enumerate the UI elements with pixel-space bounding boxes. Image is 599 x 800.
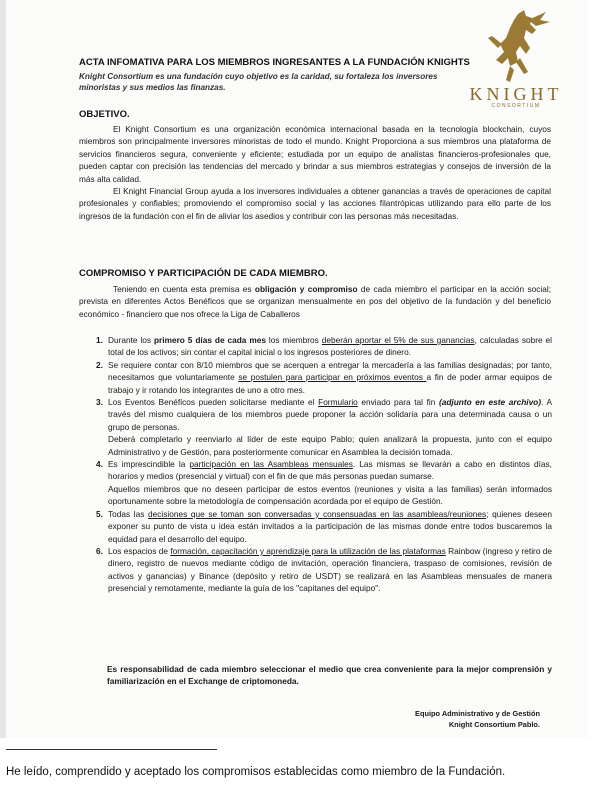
list-item bbox=[96, 334, 552, 359]
list-item bbox=[96, 545, 552, 595]
closing-statement: Es responsabilidad de cada miembro seleccionar el medio que crea conveniente para la mejor comprensión y familiarización en el Exchange de criptomoneda. bbox=[107, 664, 552, 687]
intro-text: Teniendo en cuenta esta premisa es bbox=[113, 284, 255, 294]
item-text: Es imprescindible la bbox=[108, 459, 190, 470]
item-text: Se requiere contar con 8/10 miembros que se acerquen a entregar la mercadería a las familias designadas; por tanto, necesitamos que voluntariamente bbox=[108, 359, 552, 383]
objetivo-paragraph-1: El Knight Consortium es una organización económica internacional basada en la tecnología blockchain, cuyos miembros son principalmente inversores minoristas de todo el mundo. Knight Proporciona a sus miembros una plataforma de servicios financieros segura, conveniente y eficiente; estudiada por un equipo de analistas financieros-profesionales que, pueden captar con precisión las tendencias del mercado y brindar a sus miembros estrategias y consejos de inversión de la más alta calidad. bbox=[79, 124, 551, 184]
item-text: Los Eventos Benéficos pueden solicitarse mediante el bbox=[108, 397, 319, 408]
list-item bbox=[96, 458, 552, 508]
commitments-list bbox=[96, 334, 552, 595]
item-text: . Las mismas se llevarán a cabo en distintos días, horarios y medios (presencial y virtual) con el fin de que más personas puedan sumarse. bbox=[108, 459, 552, 482]
document-subtitle: Knight Consortium es una fundación cuyo objetivo es la caridad, su fortaleza los inversores minoristas y sus medios las finanzas. bbox=[79, 72, 438, 92]
signature-block bbox=[415, 708, 540, 730]
compromiso-intro bbox=[79, 283, 551, 320]
section-heading-compromiso: COMPROMISO Y PARTICIPACIÓN DE CADA MIEMBRO. bbox=[79, 268, 328, 279]
list-item-number: 1. bbox=[96, 335, 103, 345]
document-title: ACTA INFOMATIVA PARA LOS MIEMBROS INGRESANTES A LA FUNDACIÓN KNIGHTS bbox=[79, 57, 470, 68]
list-item-number: 5. bbox=[96, 508, 103, 519]
objetivo-section bbox=[79, 123, 551, 222]
item-text: Durante los bbox=[108, 335, 154, 345]
section-heading-objetivo: OBJETIVO. bbox=[79, 109, 130, 120]
item-text: , calculadas sobre el total de los activos; sin contar el capital inicial o los ingresos posteriores de dinero. bbox=[108, 335, 552, 358]
item-text: los miembros bbox=[265, 335, 322, 345]
objetivo-paragraph-2: El Knight Financial Group ayuda a los inversores individuales a obtener ganancias a través de operaciones de capital profesionales y confiables; promoviendo el compromiso social y las acciones filantrópicas utilizando para ello parte de los ingresos de la fundación con el fin de aliviar los asedios y contribuir con las personas más necesitadas. bbox=[79, 186, 551, 221]
item-continuation-text: Deberá completarlo y reenviarlo al líder de este equipo Pablo; quien analizará la propuesta, junto con el equipo Administrativo y de Gestión, para posteriormente comunicar en Asamblea la decisión tomada. bbox=[108, 434, 552, 457]
list-item-number: 3. bbox=[96, 397, 103, 408]
acknowledgement-text: He leído, comprendido y aceptado los compromisos establecidas como miembro de la Fundación. bbox=[6, 766, 506, 778]
item-text: Rainbow (ingreso y retiro de dinero, registro de nuevos mediante código de invitación, operación financiera, traspaso de comisiones, revisión de activos y ganancias) y Binance (depósito y retiro de USDT) se realizará en las Asambleas mensuales de manera presencial y remotamente, mediante la guía de los "capitanes del equipo". bbox=[108, 545, 552, 594]
page-left-edge bbox=[0, 0, 6, 738]
item-text: enviado para tal fin bbox=[357, 397, 439, 408]
list-item bbox=[96, 508, 552, 545]
logo-subtext: CONSORTIUM bbox=[491, 103, 541, 109]
signature-line-2: Knight Consortium Pablo. bbox=[448, 720, 540, 729]
list-item bbox=[96, 359, 552, 396]
list-item-number: 2. bbox=[96, 359, 103, 370]
item-text: Los espacios de bbox=[108, 545, 171, 556]
item-underlined-text: formación, capacitación y aprendizaje para la utilización de las plataformas bbox=[170, 545, 446, 556]
item-text: . A través del mismo cualquiera de los miembros puede proponer la acción solidaria para una determinada causa o un grupo de personas. bbox=[108, 397, 553, 432]
intro-bold-text: obligación y compromiso bbox=[254, 284, 358, 294]
signature-line-1: Equipo Administrativo y de Gestión bbox=[415, 709, 540, 718]
item-continuation-text: Aquellos miembros que no deseen participar de estos eventos (reuniones y visita a las familias) serán informados oportunamente sobre la metodología de compensación acordada por el equipo de Gestión. bbox=[108, 483, 552, 507]
item-bold-text: primero 5 días de cada mes bbox=[153, 335, 266, 345]
item-underlined-text: se postulen para participar en próximos eventos bbox=[238, 372, 427, 383]
item-underlined-text: participación en las Asambleas mensuales bbox=[189, 459, 353, 470]
list-item-number: 6. bbox=[96, 545, 103, 556]
item-italic-text: (adjunto en este archivo) bbox=[438, 397, 542, 408]
logo-wordmark: KNIGHT bbox=[469, 84, 563, 104]
item-text: Todas las bbox=[108, 508, 149, 519]
item-underlined-text: deberán aportar el 5% de sus ganancias bbox=[321, 335, 475, 345]
form-link-text: Formulario bbox=[318, 397, 358, 408]
intro-text-rest: de cada miembro el participar en la acción social; prevista en diferentes Actos Benéficos que se organizan mensualmente en pos del objetivo de la fundación y del beneficio económico - financiero que nos ofrece la Liga de Caballeros bbox=[79, 284, 552, 319]
list-item-number: 4. bbox=[96, 459, 103, 470]
item-text: ; quienes deseen exponer su punto de vista u idea están invitados a la participación de las mismas donde entre todos buscaremos la equidad para el desarrollo del equipo. bbox=[108, 508, 553, 544]
item-underlined-text: decisiones que se toman son conversadas y consensuadas en las asambleas/reuniones bbox=[148, 508, 487, 519]
signature-line bbox=[6, 749, 217, 750]
item-text: a fin de poder armar equipos de trabajo y ir rotando los integrantes de uno a otro mes. bbox=[108, 372, 552, 395]
list-item bbox=[96, 396, 552, 458]
